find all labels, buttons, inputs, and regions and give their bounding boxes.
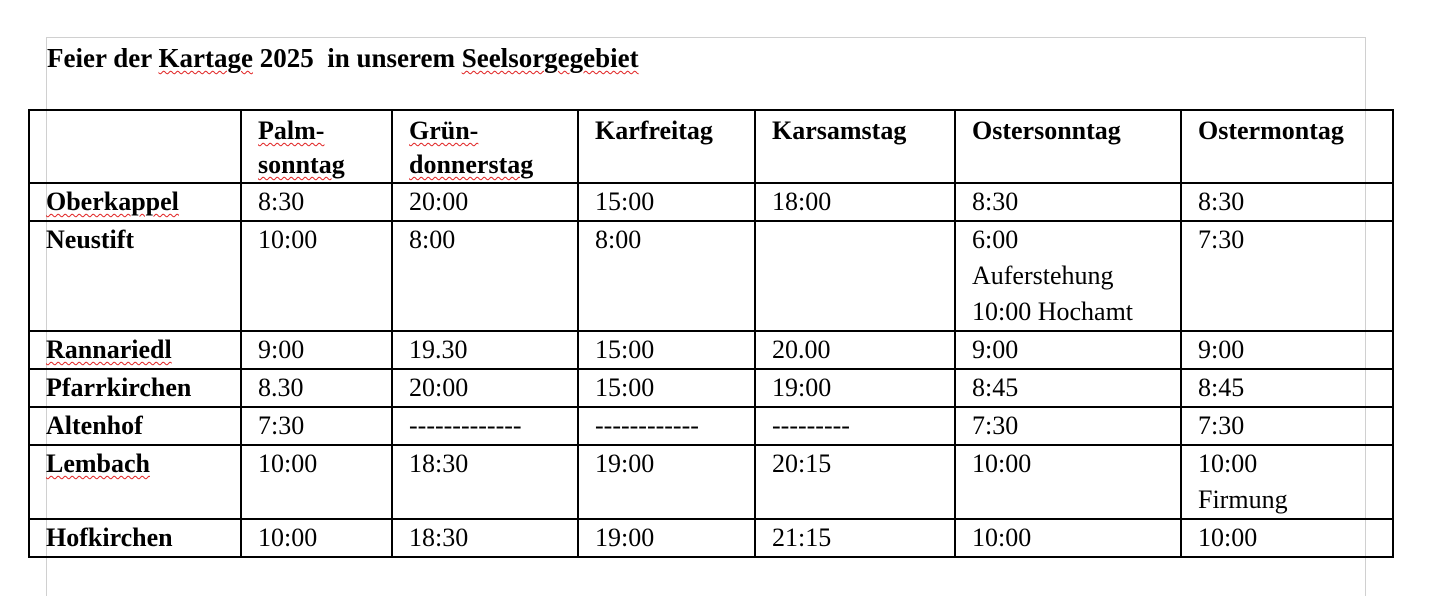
time-value: 20:00 <box>409 187 469 216</box>
time-value: 10:00 <box>972 449 1032 478</box>
header-line: Palm- <box>258 116 325 145</box>
header-line: Ostersonntag <box>972 116 1121 145</box>
time-cell <box>755 407 955 445</box>
title-part-3: 2025 in unserem <box>252 43 462 73</box>
time-cell <box>241 445 392 519</box>
header-line: donnerstag <box>409 150 534 179</box>
place-name: Pfarrkirchen <box>46 373 192 402</box>
time-value: 15:00 <box>595 187 655 216</box>
time-cell <box>955 183 1181 221</box>
time-cell <box>1181 369 1393 407</box>
title-part-1: Feier der <box>47 43 159 73</box>
time-value: --------- <box>772 411 850 440</box>
place-cell <box>29 183 241 221</box>
time-value: 6:00 <box>972 225 1019 254</box>
time-cell <box>1181 519 1393 557</box>
time-value: 10:00 <box>258 449 318 478</box>
time-value: 7:30 <box>1198 225 1245 254</box>
place-name: Altenhof <box>46 411 143 440</box>
time-value: 10:00 <box>972 523 1032 552</box>
document-title <box>47 41 639 75</box>
header-line: Karsamstag <box>772 116 907 145</box>
schedule-body <box>29 183 1393 557</box>
time-value: 7:30 <box>258 411 305 440</box>
time-value: 9:00 <box>972 335 1019 364</box>
time-value: 8:30 <box>258 187 305 216</box>
time-cell <box>578 519 755 557</box>
header-line: Karfreitag <box>595 116 713 145</box>
table-row <box>29 331 1393 369</box>
time-cell <box>755 221 955 331</box>
header-cell-karsamstag <box>755 110 955 183</box>
time-value: 8:00 <box>595 225 642 254</box>
time-value: 20:00 <box>409 373 469 402</box>
time-value: 20.00 <box>772 335 831 364</box>
table-row <box>29 445 1393 519</box>
time-value: 19:00 <box>595 523 655 552</box>
title-part-2: Kartage <box>158 43 253 73</box>
time-cell <box>1181 183 1393 221</box>
place-cell <box>29 445 241 519</box>
time-cell <box>392 407 578 445</box>
time-cell <box>755 183 955 221</box>
time-cell <box>1181 445 1393 519</box>
time-value: 10:00 <box>1198 449 1258 478</box>
place-cell <box>29 519 241 557</box>
time-cell <box>241 369 392 407</box>
place-name: Rannariedl <box>46 335 172 364</box>
header-line: Ostermontag <box>1198 116 1344 145</box>
time-value: Auferstehung <box>972 261 1114 290</box>
time-value: 18:30 <box>409 449 469 478</box>
time-cell <box>955 445 1181 519</box>
place-cell <box>29 331 241 369</box>
schedule-table <box>28 109 1394 558</box>
time-cell <box>755 331 955 369</box>
place-cell <box>29 407 241 445</box>
time-cell <box>578 221 755 331</box>
time-cell <box>241 183 392 221</box>
header-cell-corner <box>29 110 241 183</box>
time-value: 18:00 <box>772 187 832 216</box>
time-value: 20:15 <box>772 449 832 478</box>
header-cell-ostermontag <box>1181 110 1393 183</box>
time-value: 7:30 <box>972 411 1019 440</box>
time-cell <box>755 445 955 519</box>
time-cell <box>392 221 578 331</box>
table-row <box>29 519 1393 557</box>
time-cell <box>241 519 392 557</box>
table-row <box>29 369 1393 407</box>
table-row <box>29 183 1393 221</box>
header-line: Grün- <box>409 116 479 145</box>
time-cell <box>392 445 578 519</box>
time-cell <box>241 221 392 331</box>
time-cell <box>392 183 578 221</box>
place-name: Hofkirchen <box>46 523 173 552</box>
time-value: 8:30 <box>1198 187 1245 216</box>
time-cell <box>1181 221 1393 331</box>
time-cell <box>755 369 955 407</box>
time-cell <box>241 407 392 445</box>
time-cell <box>578 407 755 445</box>
time-cell <box>955 519 1181 557</box>
time-cell <box>578 331 755 369</box>
time-cell <box>1181 331 1393 369</box>
time-cell <box>392 519 578 557</box>
time-value: 10:00 <box>258 523 318 552</box>
time-cell <box>955 369 1181 407</box>
time-value: 15:00 <box>595 373 655 402</box>
time-value: 8:30 <box>972 187 1019 216</box>
time-cell <box>955 221 1181 331</box>
place-name: Lembach <box>46 449 150 478</box>
time-value: Firmung <box>1198 485 1288 514</box>
time-value: 19.30 <box>409 335 468 364</box>
time-value: 10:00 <box>1198 523 1258 552</box>
time-value: 8:45 <box>972 373 1019 402</box>
time-value: 9:00 <box>258 335 305 364</box>
header-line: sonntag <box>258 150 345 179</box>
header-cell-ostersonntag <box>955 110 1181 183</box>
time-value: 19:00 <box>595 449 655 478</box>
title-part-4: Seelsorgegebiet <box>461 43 639 73</box>
header-cell-karfreitag <box>578 110 755 183</box>
time-cell <box>1181 407 1393 445</box>
time-cell <box>578 369 755 407</box>
place-name: Oberkappel <box>46 187 179 216</box>
time-value: 15:00 <box>595 335 655 364</box>
table-row <box>29 221 1393 331</box>
header-row <box>29 110 1393 183</box>
header-cell-gruendonnerstag <box>392 110 578 183</box>
time-value: 8:45 <box>1198 373 1245 402</box>
time-value: 8:00 <box>409 225 456 254</box>
time-cell <box>392 331 578 369</box>
time-cell <box>578 445 755 519</box>
place-name: Neustift <box>46 225 135 254</box>
time-cell <box>578 183 755 221</box>
time-value: 18:30 <box>409 523 469 552</box>
time-value: 9:00 <box>1198 335 1245 364</box>
time-value: 21:15 <box>772 523 832 552</box>
time-value: ------------- <box>409 411 522 440</box>
time-cell <box>392 369 578 407</box>
time-cell <box>955 407 1181 445</box>
place-cell <box>29 221 241 331</box>
place-cell <box>29 369 241 407</box>
time-cell <box>755 519 955 557</box>
time-value: 7:30 <box>1198 411 1245 440</box>
time-cell <box>955 331 1181 369</box>
time-value: ------------ <box>595 411 699 440</box>
time-cell <box>241 331 392 369</box>
time-value: 10:00 <box>258 225 318 254</box>
time-value: 8.30 <box>258 373 304 402</box>
header-cell-palmsonntag <box>241 110 392 183</box>
time-value: 19:00 <box>772 373 832 402</box>
table-row <box>29 407 1393 445</box>
time-value: 10:00 Hochamt <box>972 297 1134 326</box>
